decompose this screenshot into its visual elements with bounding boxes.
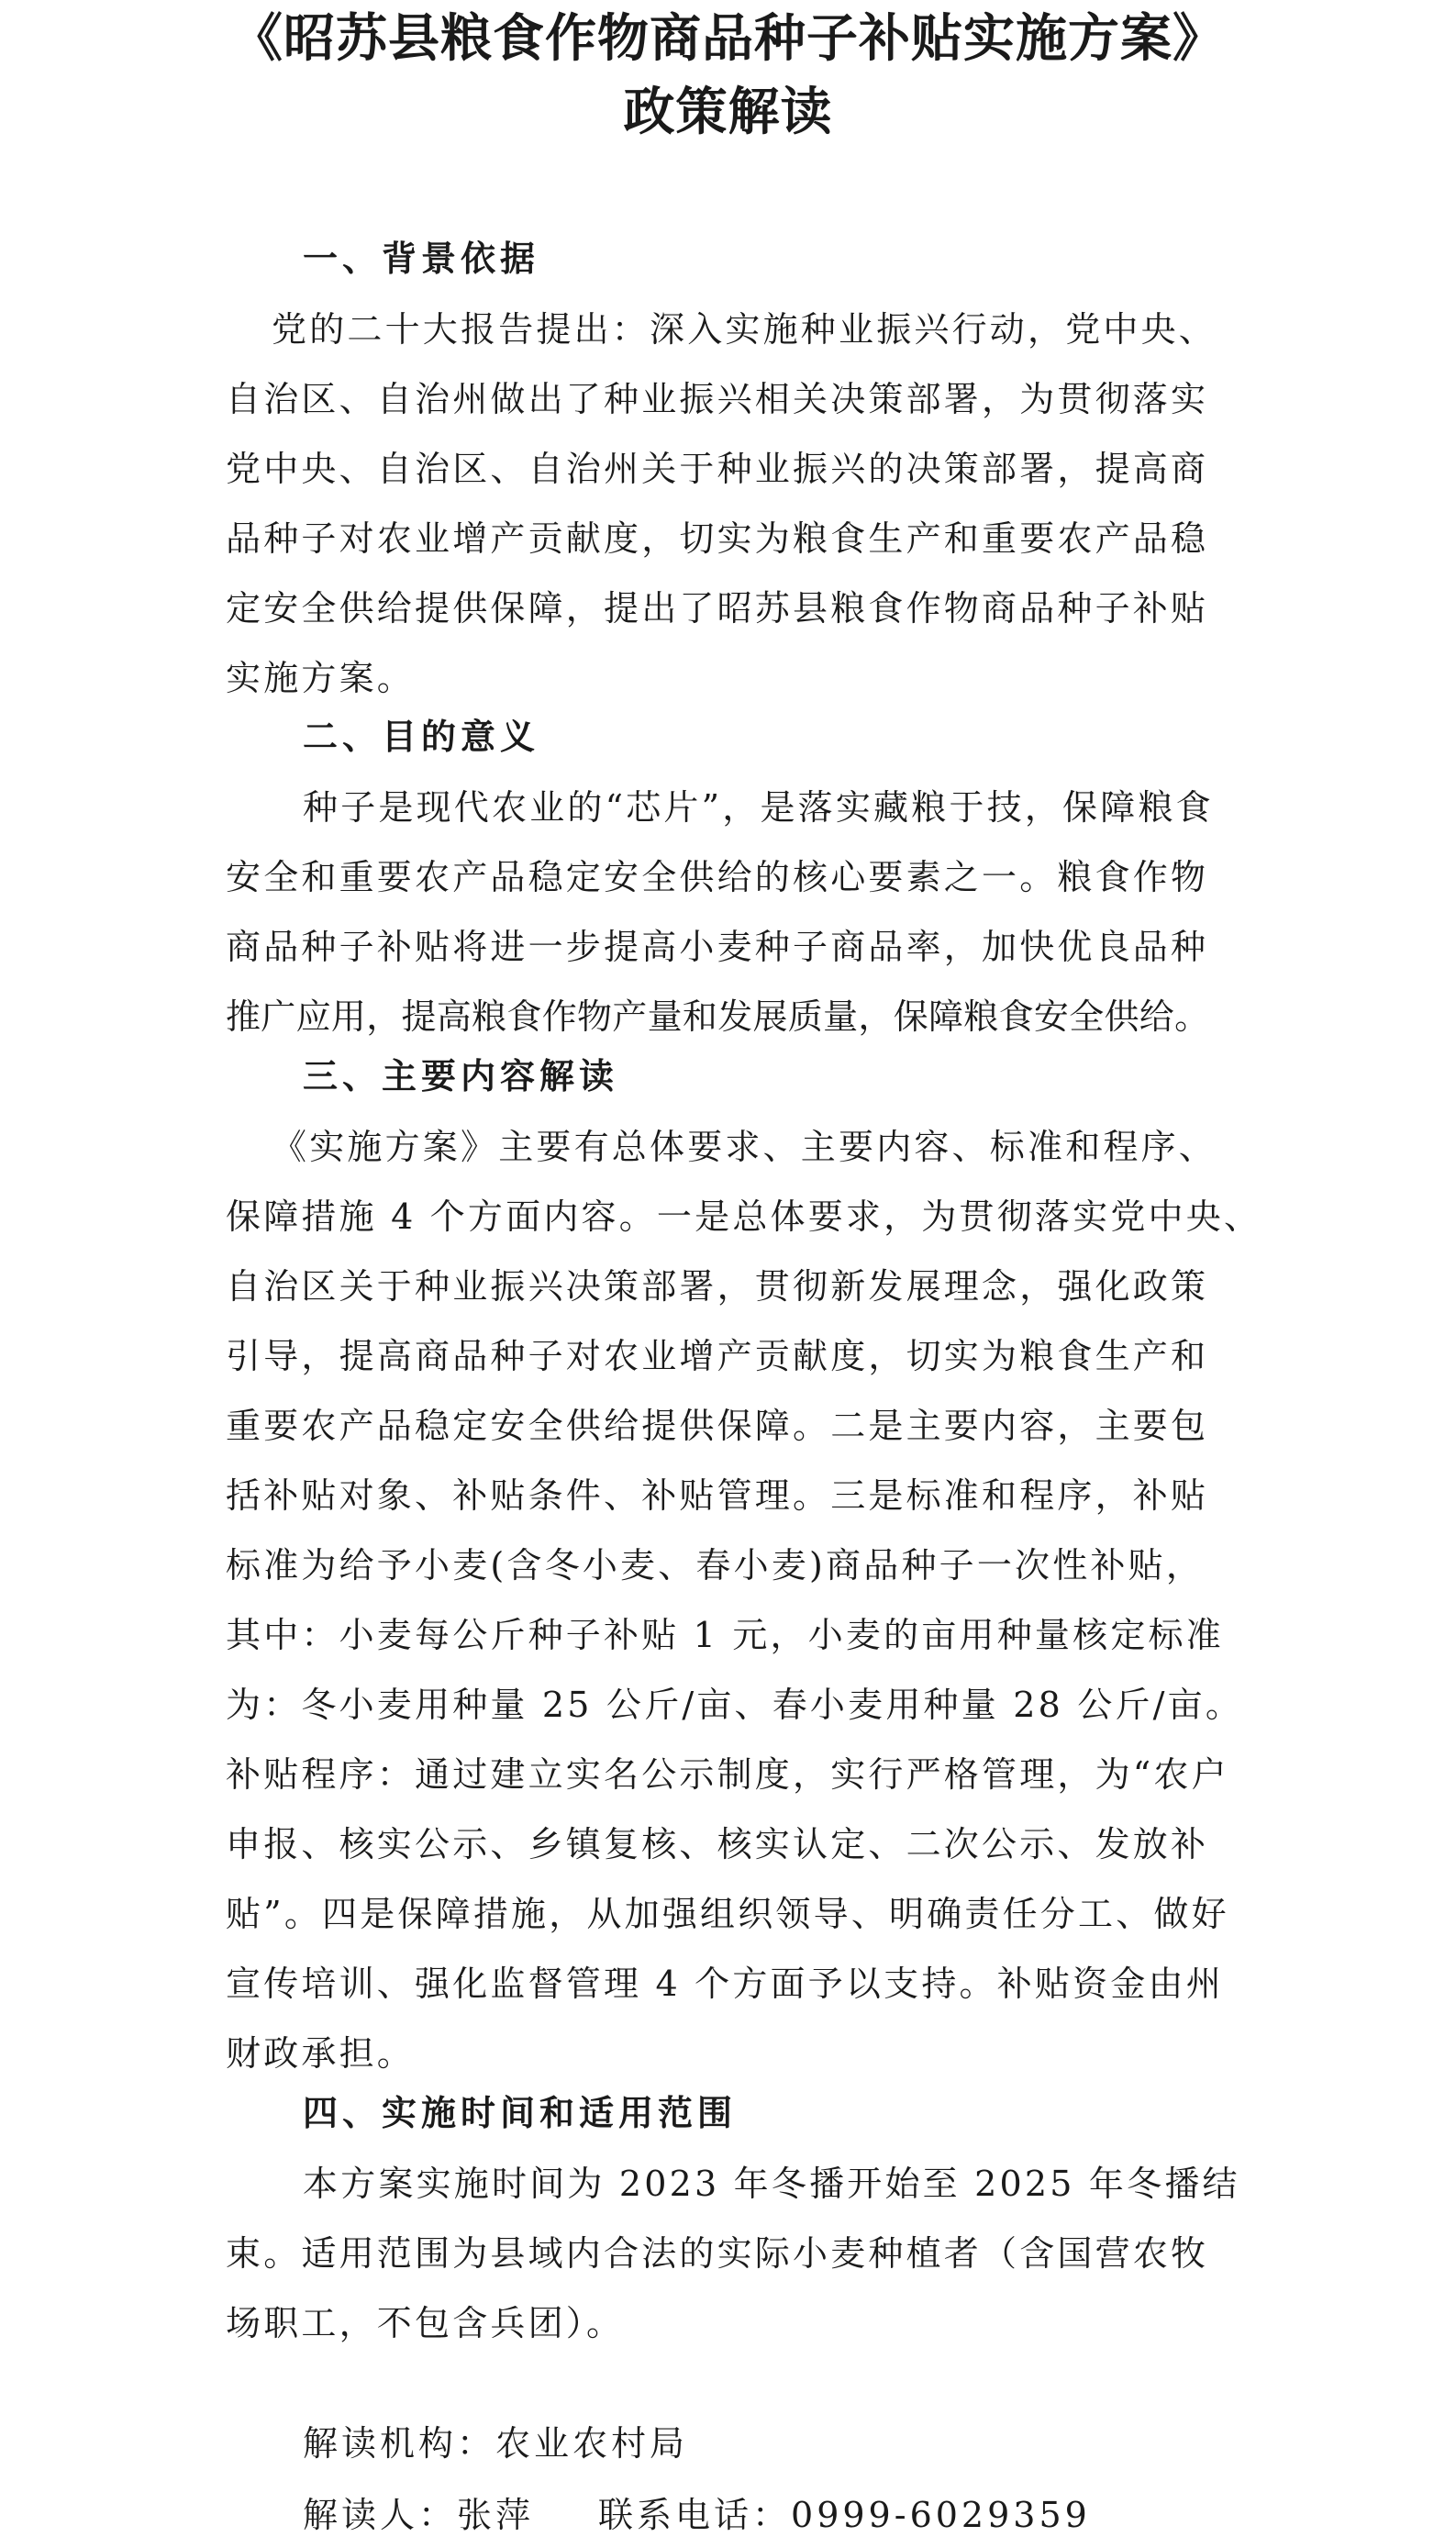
paragraph-line: 引导，提高商品种子对农业增产贡献度，切实为粮食生产和	[226, 1336, 1209, 1376]
section-heading-background: 一、背景依据	[303, 238, 540, 279]
paragraph-line: 括补贴对象、补贴条件、补贴管理。三是标准和程序，补贴	[226, 1475, 1209, 1516]
section-heading-content: 三、主要内容解读	[303, 1055, 619, 1096]
paragraph-line: 束。适用范围为县域内合法的实际小麦种植者（含国营农牧	[226, 2233, 1209, 2274]
section-heading-purpose: 二、目的意义	[303, 716, 540, 757]
contact-phone: 联系电话：0999-6029359	[598, 2495, 1091, 2535]
paragraph-line: 本方案实施时间为 2023 年冬播开始至 2025 年冬播结	[303, 2164, 1240, 2204]
paragraph-line: 场职工，不包含兵团）。	[226, 2303, 625, 2343]
paragraph-line: 为：冬小麦用种量 25 公斤/亩、春小麦用种量 28 公斤/亩。	[226, 1685, 1244, 1725]
paragraph-line: 标准为给予小麦(含冬小麦、春小麦)商品种子一次性补贴，	[226, 1545, 1205, 1586]
paragraph-line: 实施方案。	[226, 658, 416, 698]
paragraph-line: 保障措施 4 个方面内容。一是总体要求，为贯彻落实党中央、	[226, 1196, 1262, 1237]
paragraph-line: 自治区、自治州做出了种业振兴相关决策部署，为贯彻落实	[226, 379, 1209, 419]
interpreting-agency: 解读机构：农业农村局	[303, 2423, 689, 2464]
paragraph-line: 其中：小麦每公斤种子补贴 1 元，小麦的亩用种量核定标准	[226, 1615, 1224, 1655]
paragraph-line: 重要农产品稳定安全供给提供保障。二是主要内容，主要包	[226, 1406, 1209, 1446]
paragraph-line: 商品种子补贴将进一步提高小麦种子商品率，加快优良品种	[226, 927, 1209, 967]
paragraph-line: 党的二十大报告提出：深入实施种业振兴行动，党中央、	[272, 309, 1217, 350]
paragraph-line: 种子是现代农业的“芯片”，是落实藏粮于技，保障粮食	[303, 787, 1214, 828]
paragraph-line: 自治区关于种业振兴决策部署，贯彻新发展理念，强化政策	[226, 1266, 1209, 1307]
section-heading-timing-scope: 四、实施时间和适用范围	[303, 2092, 738, 2133]
paragraph-line: 财政承担。	[226, 2033, 416, 2074]
paragraph-line: 推广应用，提高粮食作物产量和发展质量，保障粮食安全供给。	[226, 996, 1210, 1037]
paragraph-line: 党中央、自治区、自治州关于种业振兴的决策部署，提高商	[226, 449, 1209, 489]
paragraph-line: 安全和重要农产品稳定安全供给的核心要素之一。粮食作物	[226, 857, 1209, 897]
paragraph-line: 《实施方案》主要有总体要求、主要内容、标准和程序、	[272, 1127, 1217, 1167]
contact-line	[303, 2492, 1091, 2538]
paragraph-line: 贴”。四是保障措施，从加强组织领导、明确责任分工、做好	[226, 1894, 1229, 1934]
paragraph-line: 申报、核实公示、乡镇复核、核实认定、二次公示、发放补	[226, 1824, 1209, 1864]
interpreter-name: 解读人：张萍	[303, 2495, 535, 2535]
document-subtitle: 政策解读	[623, 82, 833, 142]
paragraph-line: 品种子对农业增产贡献度，切实为粮食生产和重要农产品稳	[226, 518, 1209, 559]
paragraph-line: 宣传培训、强化监督管理 4 个方面予以支持。补贴资金由州	[226, 1964, 1224, 2004]
paragraph-line: 定安全供给提供保障，提出了昭苏县粮食作物商品种子补贴	[226, 588, 1209, 629]
document-title: 《昭苏县粮食作物商品种子补贴实施方案》	[231, 8, 1225, 69]
paragraph-line: 补贴程序：通过建立实名公示制度，实行严格管理，为“农户	[226, 1754, 1229, 1795]
